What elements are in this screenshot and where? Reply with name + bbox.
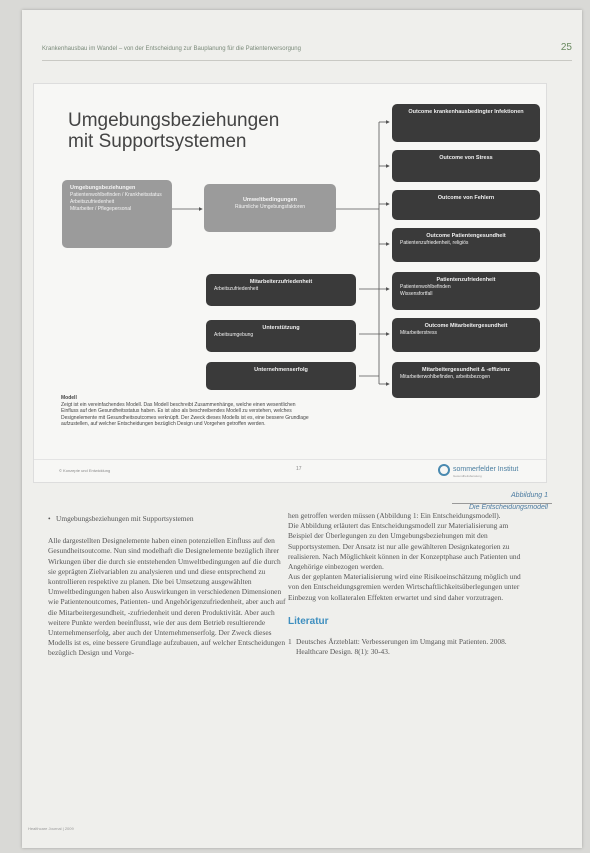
body-paragraph: Aus der geplanten Materialisierung wird eine Risikoeinschätzung möglich und von den Entscheidungsgremien werden Wirtschaftlichkeitsüberlegungen unter Einbezug von kollateralen Effekten erwartet und sind daher vorzutragen. — [288, 572, 521, 602]
literature-heading: Literatur — [288, 615, 329, 627]
gray-box-line: Mitarbeiter / Pflegepersonal — [70, 206, 132, 212]
body-paragraph: hen getroffen werden müssen (Abbildung 1: Ein Entscheidungsmodell). — [288, 511, 501, 520]
dark-box-title: Outcome Mitarbeitergesundheit — [424, 323, 508, 329]
dark-box-line: Wissensfortfall — [400, 291, 433, 297]
dark-box-staff-satisfaction — [206, 274, 356, 306]
page-footer: Healthcare Journal | 2009 — [28, 826, 74, 831]
figure-slide — [33, 83, 547, 483]
dark-box-line: Mitarbeiterwohlbefinden, arbeitsbezogen — [400, 374, 491, 380]
figure-label: Abbildung 1 — [511, 492, 548, 499]
body-paragraph: Alle dargestellten Designelemente haben einen potenziellen Einfluss auf den Gesundheitsoutcome. Nun sind modelhaft die Designelemente bezüglich ihrer Wirkungen über die durch sie entstehenden Umweltbedingungen auf die durch sie geprägten Zielvariablen zu analysieren und und diese entsprechend zu kontrollieren respektive zu planen. Die bei Umsetzung ausgewählten Umweltbedingungen haben also Auswirkungen in verschiedenen Dimensionen wie Patientenoutcomes, Patienten- und Angehörigenzufriedenheit, aber auch auf die Mitarbeitergesundheit, -zufriedenheit und deren Produktivität. Aber auch weitere Punkte werden beeinflusst, wie der aus dem Betrieb resultierende Unternehmenserfolg, aber auch der Unternehmenserfolg. Der Zweck dieses Modells ist es, eine bessere Grundlage aufzubauen, auf welcher Entscheidungen bezüglich Design und Vorge- — [48, 536, 286, 658]
dark-box-title: Patientenzufriedenheit — [436, 277, 496, 283]
right-text-column — [288, 511, 526, 657]
page-number: 25 — [560, 42, 572, 53]
dark-box-line: Arbeitsumgebung — [214, 332, 254, 338]
bullet-item: • Umgebungsbeziehungen mit Supportsystemen — [48, 514, 288, 524]
dark-box-patient-satisfaction — [392, 272, 540, 310]
figure-title: Die Entscheidungsmodell — [469, 504, 548, 511]
dark-box-business-success — [206, 362, 356, 390]
dark-box-support — [206, 320, 356, 352]
gray-box-line: Patientenwohlbefinden / Krankheitsstatus — [70, 192, 162, 198]
dark-box-title: Mitarbeiterzufriedenheit — [249, 279, 313, 285]
dark-box-staff-health — [392, 318, 540, 352]
reference-item: 1 Deutsches Ärzteblatt: Verbesserungen im Umgang mit Patienten. 2008. Healthcare Design. 8(1): 30-43. — [288, 637, 526, 657]
slide-footer — [34, 459, 546, 482]
left-text-column — [48, 514, 288, 659]
dark-box-title: Unterstützung — [262, 325, 300, 331]
gray-box-line: Räumliche Umgebungsfaktoren — [234, 204, 306, 210]
dark-box-errors — [392, 190, 540, 220]
running-title: Krankenhausbau im Wandel – von der Entscheidung zur Bauplanung für die Patientenversorgung — [42, 46, 301, 52]
slide-page-number: 17 — [296, 466, 302, 472]
logo-circle-icon — [438, 464, 450, 476]
gray-box-line: Arbeitszufriedenheit — [70, 199, 115, 205]
dark-box-title: Outcome Patientengesundheit — [426, 233, 506, 239]
dark-box-line: Patientenwohlbefinden — [400, 284, 451, 290]
dark-box-line: Arbeitszufriedenheit — [214, 286, 259, 292]
gray-box-title: Umweltbedingungen — [242, 197, 298, 203]
dark-box-infections — [392, 104, 540, 142]
dark-box-patient-health — [392, 228, 540, 262]
slide-title: Umgebungsbeziehungen mit Supportsystemen — [68, 110, 280, 152]
dark-box-title: Unternehmenserfolg — [254, 367, 308, 373]
gray-box-conditions — [204, 184, 336, 232]
logo-text: sommerfelder Institut — [453, 466, 519, 473]
institute-logo — [438, 464, 518, 478]
dark-box-title: Outcome von Fehlern — [437, 195, 495, 201]
legend-text: Zeigt ist ein vereinfachendes Modell. Das Modell beschreibt Zusammenhänge, welche einen wesentlichen Einfluss auf den Gesundheitsstatus haben. Es ist also als beschreibendes Modell zu verstehen, welches Designelemente mit Gesundheitsoutcomes verknüpft. Der Zweck dieses Modells ist es, eine bessere Grundlage aufzustellen, auf welcher Entscheidungen bezüglich Design und Vorgehen getroffen werden. — [61, 401, 309, 427]
running-header — [42, 42, 572, 61]
slide-legend — [61, 395, 311, 428]
gray-box-environment — [62, 180, 172, 248]
dark-box-line: Mitarbeiterstress — [400, 330, 437, 336]
slide-copyright: © Konzepte und Entwicklung — [59, 468, 111, 473]
gray-box-title: Umgebungsbeziehungen — [70, 185, 136, 191]
body-paragraph: Die Abbildung erläutert das Entscheidungsmodell zur Materialisierung am Beispiel der Überlegungen zu den Umgebungsbeziehungen mit den Supportsystemen. Der Ansatz ist nur alle gewählteren Designkategorien zu realisieren. Nach Möglichkeit können in der Konzeptphase auch Patienten und Angehörige einbezogen werden. — [288, 521, 521, 572]
caption-divider — [452, 503, 552, 504]
dark-box-line: Patientenzufriedenheit, religiös — [400, 240, 469, 246]
legend-title: Modell — [61, 395, 77, 401]
dark-box-title: Outcome krankenhausbedingter Infektionen — [408, 109, 524, 115]
dark-box-title: Mitarbeitergesundheit & -effizienz — [421, 367, 510, 373]
logo-subtext: Gesundheitsberatung — [453, 474, 482, 478]
dark-box-title: Outcome von Stress — [439, 155, 493, 161]
dark-box-stress — [392, 150, 540, 182]
dark-box-staff-efficiency — [392, 362, 540, 398]
